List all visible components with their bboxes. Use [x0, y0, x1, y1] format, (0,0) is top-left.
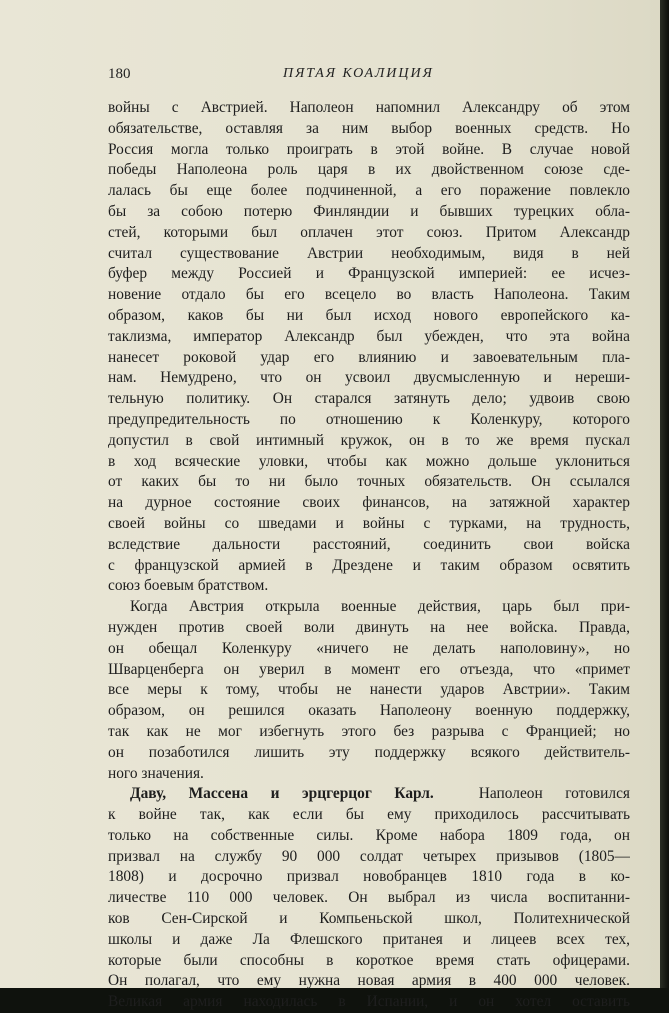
- text-line: нужден против своей воли двинуть на нее войска. Правда,: [108, 618, 630, 636]
- text-line: вследствие дальности расстояний, соединить свои войска: [108, 535, 630, 553]
- text-line: к войне так, как если бы ему приходилось рассчитывать: [108, 806, 630, 824]
- text-line: которые были способны в короткое время стать офицерами.: [108, 951, 630, 969]
- text-line: войны с Австрией. Наполеон напомнил Александру об этом: [108, 99, 630, 116]
- text-line: нанесет роковой удар его влиянию и завоевательным пла-: [108, 348, 630, 366]
- text-line: Когда Австрия открыла военные действия, царь был при-: [130, 598, 630, 616]
- text-line: Россия могла только проиграть в этой войне. В случае новой: [108, 140, 630, 158]
- text-line: Он полагал, что ему нужна новая армия в 400 000 человек.: [108, 972, 630, 990]
- text-line: союз боевым братством.: [108, 577, 269, 595]
- text-line: 1808) и досрочно призвал новобранцев 1810 года в ко-: [108, 868, 630, 886]
- text-line: буфер между Россией и Французской империей: ее исчез-: [108, 265, 630, 283]
- text-line: призвал на службу 90 000 солдат четырех призывов (1805—: [108, 847, 630, 865]
- text-line: образом, он решился оказать Наполеону военную поддержку,: [108, 702, 630, 720]
- text-line: личестве 110 000 человек. Он выбрал из числа воспитанни-: [108, 889, 630, 907]
- text-line: с французской армией в Дрездене и таким образом освятить: [108, 556, 630, 574]
- page-header: [108, 66, 630, 88]
- text-line: образом, каков бы ни был исход нового европейского ка-: [108, 306, 630, 324]
- running-title: ПЯТАЯ КОАЛИЦИЯ: [283, 66, 434, 81]
- text-line: нам. Немудрено, что он усвоил двусмысленную и нереши-: [108, 369, 630, 387]
- text-line: новение отдало бы его всецело во власть Наполеона. Таким: [108, 286, 630, 304]
- text-line: своей войны со шведами и войны с турками, на трудность,: [108, 514, 630, 532]
- heading-line-rest: Наполеон готовился: [478, 785, 630, 803]
- text-line: Шварценберга он уверил в момент его отъезда, что «примет: [108, 660, 630, 678]
- text-line: он обещал Коленкуру «ничего не делать наполовину», но: [108, 639, 630, 657]
- text-line: школы и даже Ла Флешского пританея и лицеев всех тех,: [108, 930, 630, 948]
- text-line: он позаботился лишить эту поддержку всякого действитель-: [108, 743, 630, 761]
- text-line: лалась бы еще более подчиненной, а его поражение повлекло: [108, 182, 630, 200]
- text-line: таклизма, император Александр был убежден, что эта война: [108, 327, 630, 345]
- text-line: в ход всяческие уловки, чтобы как можно дольше уклониться: [108, 452, 630, 470]
- text-line: победы Наполеона роль царя в их двойственном союзе сде-: [108, 161, 630, 179]
- text-line: допустил в свой интимный кружок, он в то же время пускал: [108, 431, 630, 449]
- page-number: 180: [108, 66, 131, 82]
- text-line: тельную политику. Он старался затянуть дело; удвоив свою: [108, 390, 630, 408]
- body-text: [108, 98, 630, 1013]
- text-line: все меры к тому, чтобы не нанести ударов Австрии». Таким: [108, 681, 630, 699]
- text-line: обязательстве, оставляя за ним выбор военных средств. Но: [108, 119, 630, 137]
- text-line: Великая армия находилась в Испании, и он хотел оставить: [108, 993, 630, 1011]
- text-line: так как не мог избегнуть этого без разрыва с Францией; но: [108, 722, 630, 740]
- text-line: считал существование Австрии необходимым, видя в ней: [108, 244, 630, 262]
- page-edge-shadow: [660, 0, 669, 988]
- section-heading: Даву, Массена и эрцгерцог Карл.: [130, 785, 434, 803]
- text-line: от каких бы то ни было точных обязательств. Он ссылался: [108, 473, 630, 491]
- text-line: на дурное состояние своих финансов, на затяжной характер: [108, 494, 630, 512]
- text-line: только на собственные силы. Кроме набора 1809 года, он: [108, 826, 630, 844]
- text-line: бы за собою потерю Финляндии и бывших турецких обла-: [108, 202, 630, 220]
- section-heading-line: [108, 784, 630, 805]
- text-line: стей, которыми был оплачен этот союз. Притом Александр: [108, 223, 630, 241]
- text-line: предупредительность по отношению к Коленкуру, которого: [108, 410, 630, 428]
- text-line: ного значения.: [108, 764, 204, 782]
- text-line: ков Сен-Сирской и Компьеньской школ, Политехнической: [108, 910, 630, 928]
